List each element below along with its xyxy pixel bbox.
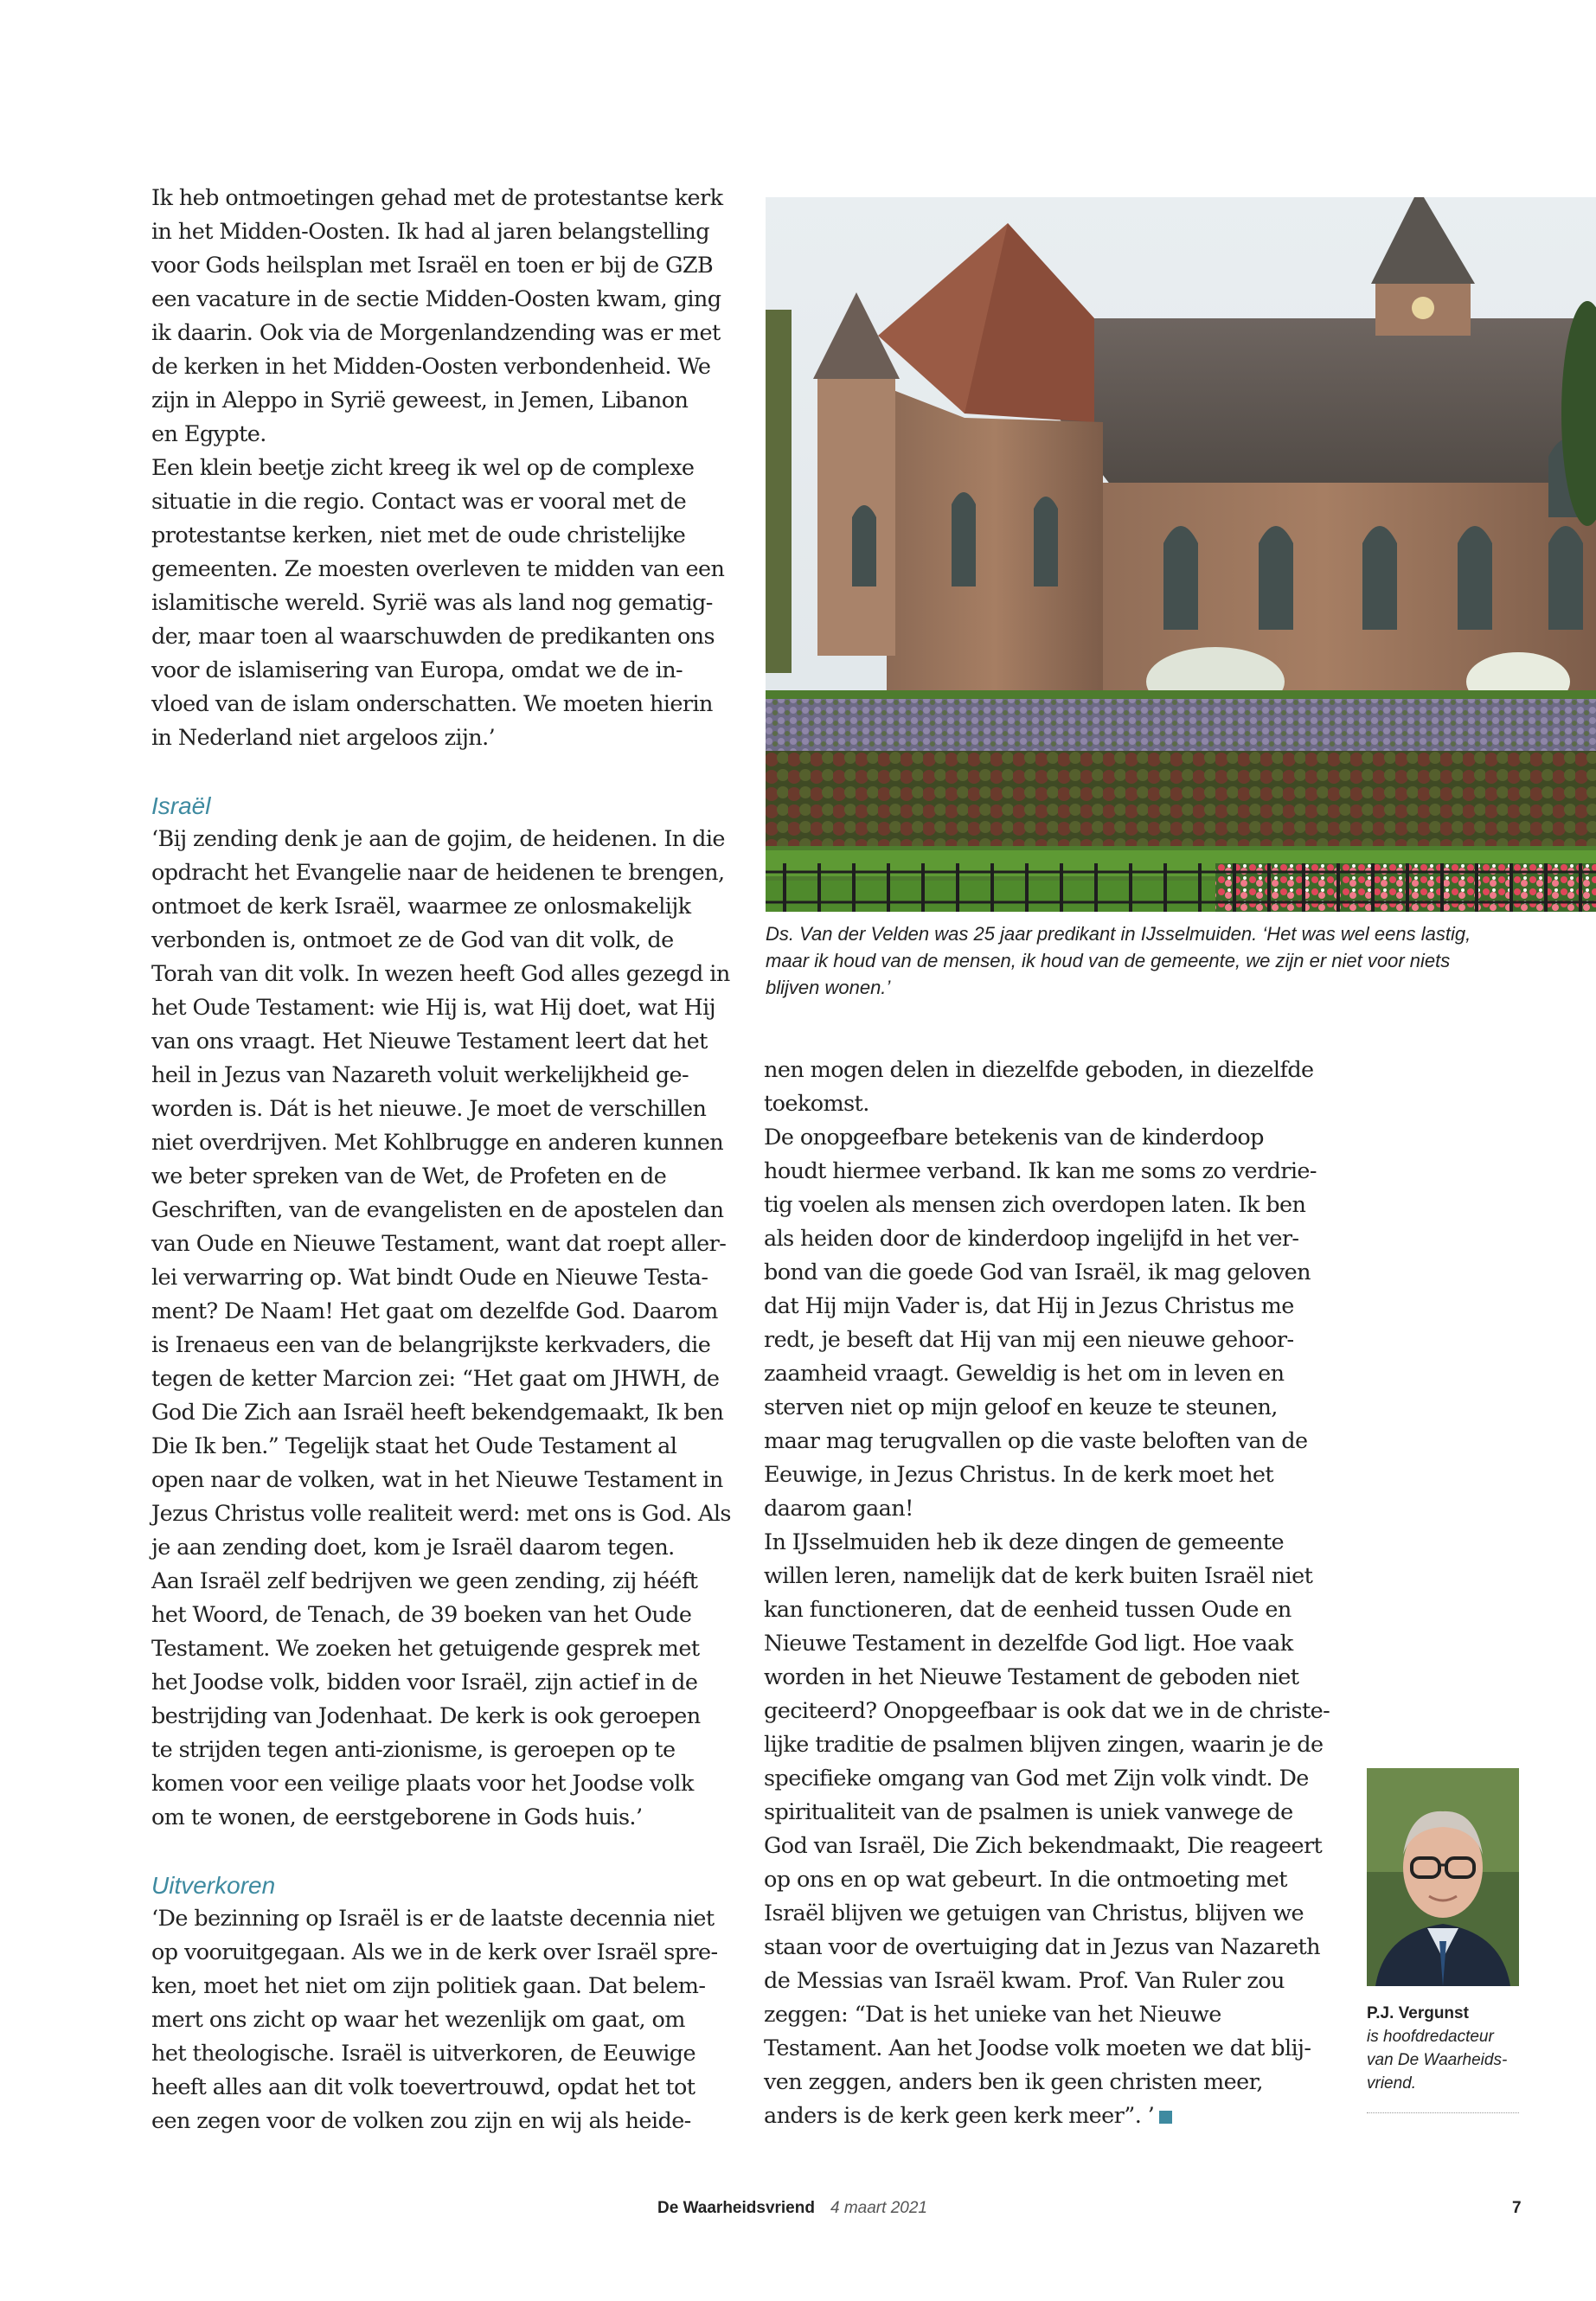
body-text-line: voor Gods heilsplan met Israël en toen er bij de GZB — [151, 253, 714, 279]
body-text-line — [764, 1526, 1335, 1560]
body-text-line — [764, 1458, 1335, 1492]
author-divider — [1367, 2112, 1519, 2113]
body-text-line — [764, 1560, 1335, 1593]
body-text-line: de kerken in het Midden-Oosten verbondenheid. We — [151, 354, 711, 380]
page-number: 7 — [1512, 2199, 1522, 2217]
body-text: ven zeggen, anders ben ik geen christen meer, — [764, 2069, 1263, 2095]
body-text-line — [764, 1863, 1335, 1897]
body-text-line: zijn in Aleppo in Syrië geweest, in Jemen, Libanon — [151, 388, 689, 413]
body-text-line: mert ons zicht op waar het wezenlijk om gaat, om — [151, 2007, 685, 2033]
body-text: lijke traditie de psalmen blijven zingen, waarin je de — [764, 1732, 1324, 1758]
body-text: als heiden door de kinderdoop ingelijfd in het ver- — [764, 1226, 1299, 1252]
body-text-line: Aan Israël zelf bedrijven we geen zending, zij hééft — [151, 1568, 698, 1594]
body-text-line: niet overdrijven. Met Kohlbrugge en anderen kunnen — [151, 1130, 724, 1156]
body-text-line — [764, 1155, 1335, 1189]
end-of-article-mark — [1159, 2111, 1172, 2124]
author-role-line: is hoofdredacteur — [1367, 2028, 1494, 2046]
body-text-line: een zegen voor de volken zou zijn en wij als heide- — [151, 2108, 691, 2134]
body-text-line: gemeenten. Ze moesten overleven te midden van een — [151, 556, 725, 582]
body-text: de Messias van Israël kwam. Prof. Van Ruler zou — [764, 1968, 1285, 1994]
body-text-line — [764, 1830, 1335, 1863]
body-text: In IJsselmuiden heb ik deze dingen de gemeente — [764, 1529, 1285, 1555]
body-text: Israël blijven we getuigen van Christus, blijven we — [764, 1900, 1304, 1926]
body-text-line: ontmoet de kerk Israël, waarmee ze onlosmakelijk — [151, 894, 691, 920]
paragraph-gap — [151, 755, 722, 789]
body-text-line — [764, 1998, 1335, 2032]
body-text: Testament. Aan het Joodse volk moeten we dat blij- — [764, 2035, 1311, 2061]
body-text-line: Een klein beetje zicht kreeg ik wel op de complexe — [151, 455, 695, 481]
body-text: daarom gaan! — [764, 1496, 913, 1522]
body-text-line — [764, 1222, 1335, 1256]
author-caption — [1367, 2002, 1522, 2095]
body-text-line: ‘Bij zending denk je aan de gojim, de heidenen. In die — [151, 826, 725, 852]
body-text: willen leren, namelijk dat de kerk buiten Israël niet — [764, 1563, 1313, 1589]
body-text: toekomst. — [764, 1091, 869, 1117]
body-text: nen mogen delen in diezelfde geboden, in diezelfde — [764, 1057, 1314, 1083]
caption-line: blijven wonen.’ — [766, 977, 891, 998]
body-text-line — [764, 1189, 1335, 1222]
issue-date: 4 maart 2021 — [830, 2199, 927, 2217]
body-text-line: op vooruitgegaan. Als we in de kerk over Israël spre- — [151, 1939, 718, 1965]
body-text-line — [764, 2032, 1335, 2066]
body-text-line: der, maar toen al waarschuwden de predikanten ons — [151, 624, 715, 650]
magazine-name: De Waarheidsvriend — [657, 2199, 815, 2217]
body-text-line — [764, 1492, 1335, 1526]
body-text: houdt hiermee verband. Ik kan me soms zo verdrie- — [764, 1158, 1317, 1184]
body-text-line: in Nederland niet argeloos zijn.’ — [151, 725, 496, 751]
body-text-line — [764, 1728, 1335, 1762]
body-text-line — [764, 1661, 1335, 1695]
body-text-line — [764, 1627, 1335, 1661]
body-text-line: voor de islamisering van Europa, omdat we de in- — [151, 657, 683, 683]
body-text-line: Ik heb ontmoetingen gehad met de protestantse kerk — [151, 185, 723, 211]
body-text-line: het Oude Testament: wie Hij is, wat Hij doet, wat Hij — [151, 995, 715, 1021]
body-text: op ons en op wat gebeurt. In die ontmoeting met — [764, 1867, 1287, 1893]
body-text-line: Jezus Christus volle realiteit werd: met ons is God. Als — [151, 1501, 731, 1527]
page-footer — [0, 2199, 1596, 2225]
body-text: De onopgeefbare betekenis van de kinderdoop — [764, 1125, 1264, 1150]
body-text-line: opdracht het Evangelie naar de heidenen te brengen, — [151, 860, 725, 886]
author-role-line: vriend. — [1367, 2074, 1417, 2093]
body-text-line — [764, 1965, 1335, 1998]
body-text-line: is Irenaeus een van de belangrijkste kerkvaders, die — [151, 1332, 711, 1358]
body-text-line: komen voor een veilige plaats voor het Joodse volk — [151, 1771, 694, 1797]
body-text: tig voelen als mensen zich overdopen laten. Ik ben — [764, 1192, 1306, 1218]
body-text-line: ment? De Naam! Het gaat om dezelfde God. Daarom — [151, 1298, 718, 1324]
body-text-line: een vacature in de sectie Midden-Oosten kwam, ging — [151, 286, 721, 312]
body-text-line — [764, 1256, 1335, 1290]
body-text: specifieke omgang van God met Zijn volk vindt. De — [764, 1766, 1309, 1791]
author-name: P.J. Vergunst — [1367, 2004, 1469, 2022]
body-text-line: tegen de ketter Marcion zei: “Het gaat om JHWH, de — [151, 1366, 720, 1392]
body-text-line: Die Ik ben.” Tegelijk staat het Oude Testament al — [151, 1433, 677, 1459]
body-text-line — [764, 1796, 1335, 1830]
article-left-column — [151, 182, 731, 2138]
body-text-line — [764, 1391, 1335, 1425]
church-photo — [766, 197, 1596, 912]
body-text: staan voor de overtuiging dat in Jezus van Nazareth — [764, 1934, 1320, 1960]
body-text-line: ik daarin. Ook via de Morgenlandzending was er met — [151, 320, 721, 346]
body-text: God van Israël, Die Zich bekendmaakt, Die reageert — [764, 1833, 1323, 1859]
body-text-line — [764, 1425, 1335, 1458]
body-text: dat Hij mijn Vader is, dat Hij in Jezus Christus me — [764, 1293, 1294, 1319]
body-text-line: bestrijding van Jodenhaat. De kerk is ook geroepen — [151, 1703, 701, 1729]
body-text: geciteerd? Onopgeefbaar is ook dat we in de christe- — [764, 1698, 1330, 1724]
body-text: anders is de kerk geen kerk meer”. ’ — [764, 2103, 1155, 2129]
body-text-line: situatie in die regio. Contact was er vooral met de — [151, 489, 687, 515]
caption-line: Ds. Van der Velden was 25 jaar predikant in IJsselmuiden. ‘Het was wel eens lastig, — [766, 923, 1471, 945]
body-text-line: het Joodse volk, bidden voor Israël, zijn actief in de — [151, 1670, 698, 1695]
body-text: Eeuwige, in Jezus Christus. In de kerk moet het — [764, 1462, 1274, 1488]
body-text-line: Geschriften, van de evangelisten en de apostelen dan — [151, 1197, 724, 1223]
body-text: kan functioneren, dat de eenheid tussen Oude en — [764, 1597, 1292, 1623]
body-text-line: het theologische. Israël is uitverkoren, de Eeuwige — [151, 2041, 695, 2067]
body-text-line — [764, 1695, 1335, 1728]
body-text-line: protestantse kerken, niet met de oude christelijke — [151, 522, 686, 548]
body-text-line: en Egypte. — [151, 421, 266, 447]
body-text: maar mag terugvallen op die vaste beloften van de — [764, 1428, 1308, 1454]
body-text: Nieuwe Testament in dezelfde God ligt. Hoe vaak — [764, 1631, 1293, 1657]
section-heading: Israël — [151, 792, 211, 819]
body-text: redt, je beseft dat Hij van mij een nieuwe gehoor- — [764, 1327, 1294, 1353]
body-text-line: Torah van dit volk. In wezen heeft God alles gezegd in — [151, 961, 730, 987]
body-text-line: heeft alles aan dit volk toevertrouwd, opdat het tot — [151, 2074, 695, 2100]
body-text: sterven niet op mijn geloof en keuze te steunen, — [764, 1394, 1278, 1420]
caption-line: maar ik houd van de mensen, ik houd van de gemeente, we zijn er niet voor niets — [766, 950, 1451, 971]
body-text-line — [764, 2099, 1335, 2133]
body-text-line: lei verwarring op. Wat bindt Oude en Nieuwe Testa- — [151, 1265, 708, 1291]
body-text-line — [764, 1762, 1335, 1796]
body-text-line — [764, 1897, 1335, 1931]
article-right-column — [764, 1054, 1335, 2133]
body-text-line: vloed van de islam onderschatten. We moeten hierin — [151, 691, 713, 717]
body-text-line — [764, 1121, 1335, 1155]
photo-caption — [766, 920, 1509, 1001]
body-text-line: God Die Zich aan Israël heeft bekendgemaakt, Ik ben — [151, 1400, 724, 1426]
body-text-line: we beter spreken van de Wet, de Profeten en de — [151, 1163, 667, 1189]
body-text-line — [764, 1593, 1335, 1627]
body-text-line — [764, 2066, 1335, 2099]
body-text: zaamheid vraagt. Geweldig is het om in leven en — [764, 1361, 1285, 1387]
body-text-line — [764, 1087, 1335, 1121]
body-text-line: Testament. We zoeken het getuigende gesprek met — [151, 1636, 700, 1662]
body-text-line: om te wonen, de eerstgeborene in Gods huis.’ — [151, 1804, 643, 1830]
author-portrait — [1367, 1768, 1519, 1986]
body-text-line: ken, moet het niet om zijn politiek gaan. Dat belem- — [151, 1973, 706, 1999]
body-text-line: worden is. Dát is het nieuwe. Je moet de verschillen — [151, 1096, 707, 1122]
body-text: spiritualiteit van de psalmen is uniek vanwege de — [764, 1799, 1293, 1825]
body-text-line: in het Midden-Oosten. Ik had al jaren belangstelling — [151, 219, 709, 245]
body-text-line — [764, 1324, 1335, 1357]
body-text-line: het Woord, de Tenach, de 39 boeken van het Oude — [151, 1602, 692, 1628]
body-text-line: te strijden tegen anti-zionisme, is geroepen op te — [151, 1737, 676, 1763]
body-text: zeggen: “Dat is het unieke van het Nieuwe — [764, 2002, 1221, 2028]
body-text: worden in het Nieuwe Testament de geboden niet — [764, 1664, 1299, 1690]
body-text-line: verbonden is, ontmoet ze de God van dit volk, de — [151, 927, 674, 953]
body-text-line: van ons vraagt. Het Nieuwe Testament leert dat het — [151, 1029, 708, 1054]
body-text-line: heil in Jezus van Nazareth voluit werkelijkheid ge- — [151, 1062, 689, 1088]
body-text-line: islamitische wereld. Syrië was als land nog gematig- — [151, 590, 713, 616]
body-text-line — [764, 1054, 1335, 1087]
body-text-line: ‘De bezinning op Israël is er de laatste decennia niet — [151, 1906, 715, 1932]
body-text: bond van die goede God van Israël, ik mag geloven — [764, 1259, 1311, 1285]
body-text-line: je aan zending doet, kom je Israël daarom tegen. — [151, 1535, 675, 1561]
body-text-line: van Oude en Nieuwe Testament, want dat roept aller- — [151, 1231, 727, 1257]
body-text-line — [764, 1357, 1335, 1391]
body-text-line — [764, 1931, 1335, 1965]
body-text-line — [764, 1290, 1335, 1324]
paragraph-gap — [151, 1835, 722, 1868]
section-heading: Uitverkoren — [151, 1872, 276, 1899]
author-role-line: van De Waarheids- — [1367, 2051, 1508, 2069]
body-text-line: open naar de volken, wat in het Nieuwe Testament in — [151, 1467, 723, 1493]
